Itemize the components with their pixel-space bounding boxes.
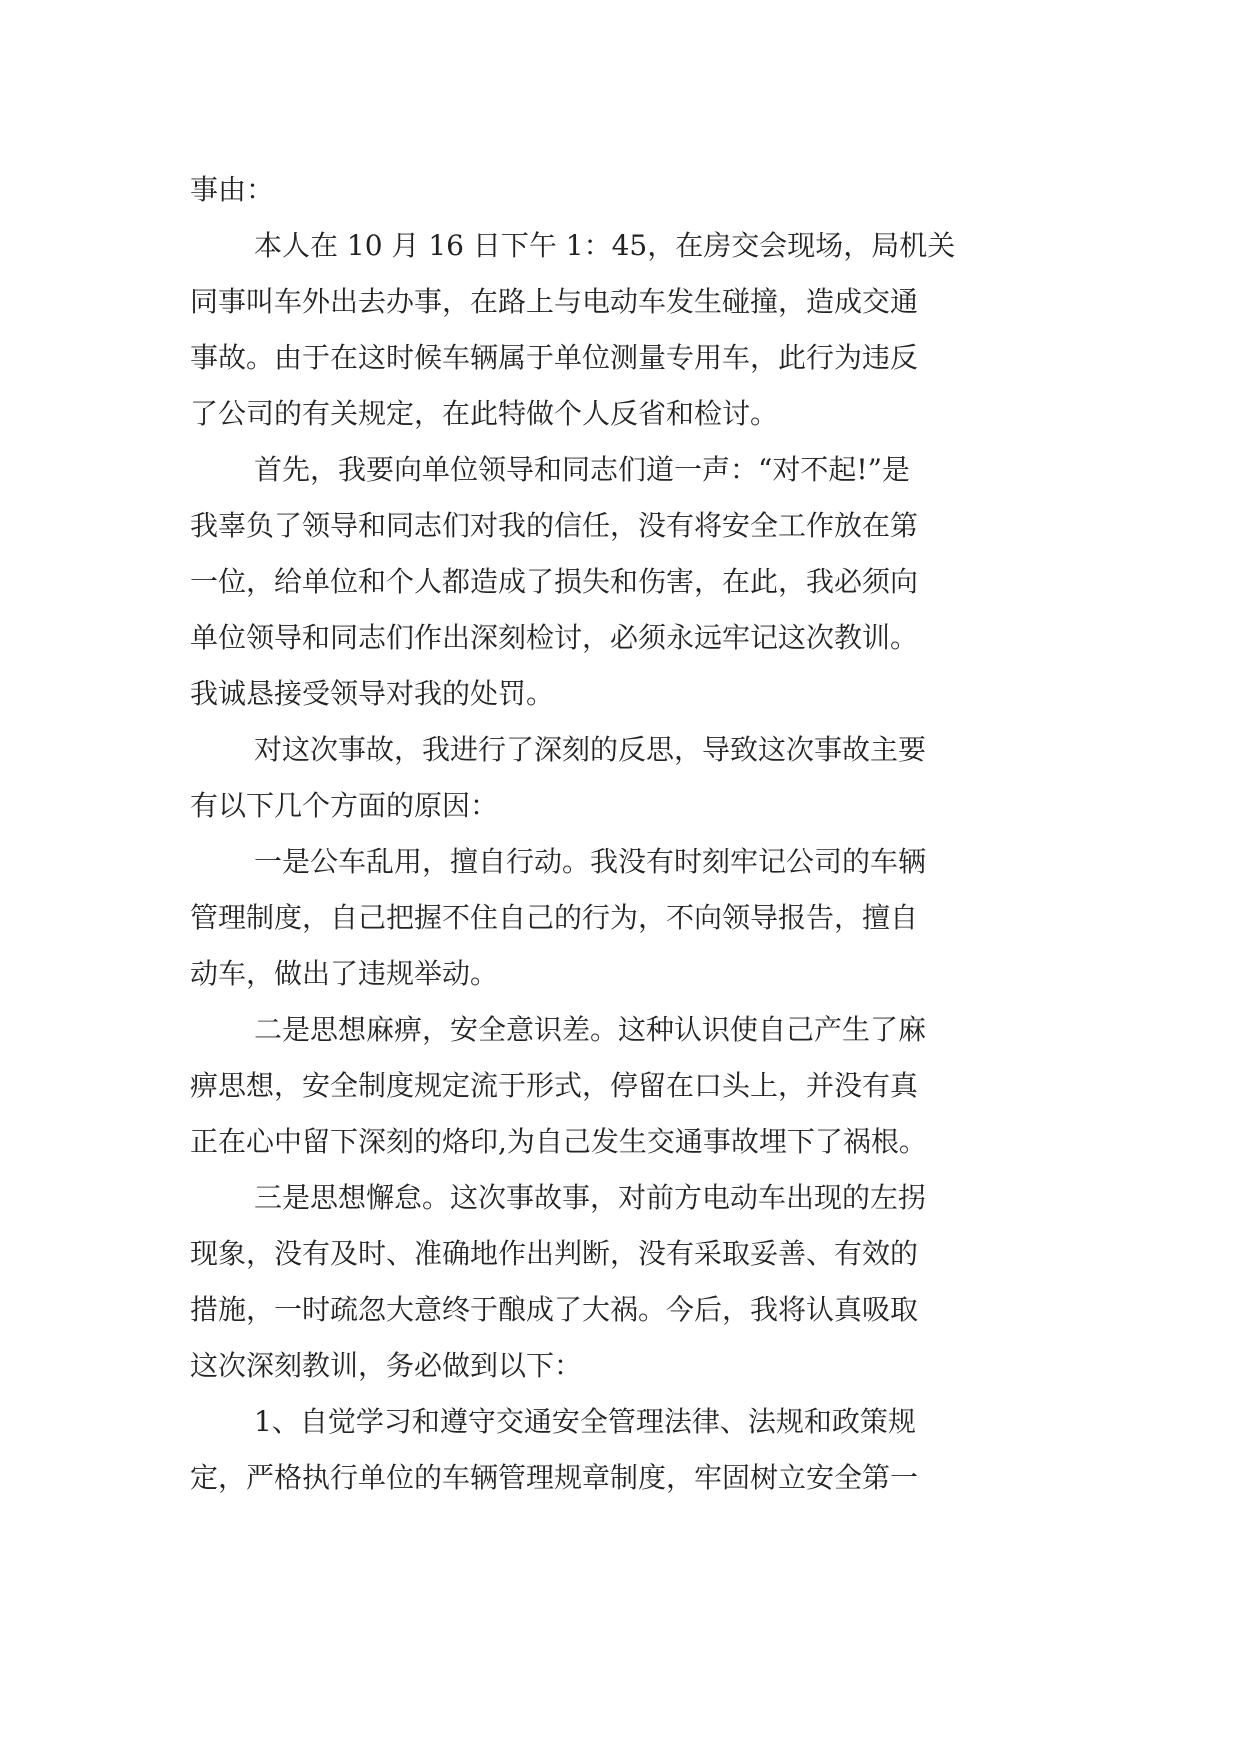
paragraph-line: 首先，我要向单位领导和同志们道一声：“对不起!”是 bbox=[254, 453, 910, 486]
paragraph-line: 对这次事故，我进行了深刻的反思，导致这次事故主要 bbox=[254, 733, 927, 766]
paragraph-line: 我辜负了领导和同志们对我的信任，没有将安全工作放在第 bbox=[190, 509, 919, 542]
paragraph-line: 我诚恳接受领导对我的处罚。 bbox=[190, 677, 555, 710]
paragraph-line: 一是公车乱用，擅自行动。我没有时刻牢记公司的车辆 bbox=[254, 845, 927, 878]
paragraph-line: 动车，做出了违规举动。 bbox=[190, 957, 499, 990]
paragraph-line: 措施，一时疏忽大意终于酿成了大祸。今后，我将认真吸取 bbox=[190, 1293, 919, 1326]
paragraph-line: 一位，给单位和个人都造成了损失和伤害，在此，我必须向 bbox=[190, 565, 919, 598]
document-body bbox=[190, 162, 1060, 1506]
paragraph-commitment-one bbox=[190, 1394, 1060, 1506]
paragraph-line: 本人在 10 月 16 日下午 1：45，在房交会现场，局机关 bbox=[254, 229, 956, 262]
paragraph-line: 了公司的有关规定，在此特做个人反省和检讨。 bbox=[190, 397, 779, 430]
paragraph-reflection bbox=[190, 722, 1060, 834]
paragraph-line: 正在心中留下深刻的烙印,为自己发生交通事故埋下了祸根。 bbox=[190, 1125, 927, 1158]
paragraph-line: 有以下几个方面的原因： bbox=[190, 789, 499, 822]
paragraph-line: 现象，没有及时、准确地作出判断，没有采取妥善、有效的 bbox=[190, 1237, 919, 1270]
paragraph-line: 定，严格执行单位的车辆管理规章制度，牢固树立安全第一 bbox=[190, 1461, 919, 1494]
paragraph-line: 管理制度，自己把握不住自己的行为，不向领导报告，擅自 bbox=[190, 901, 919, 934]
paragraph-line: 事故。由于在这时候车辆属于单位测量专用车，此行为违反 bbox=[190, 341, 919, 374]
section-heading: 事由： bbox=[190, 173, 275, 206]
paragraph-reason-two bbox=[190, 1002, 1060, 1170]
paragraph-line: 二是思想麻痹，安全意识差。这种认识使自己产生了麻 bbox=[254, 1013, 927, 1046]
paragraph-reason-three bbox=[190, 1170, 1060, 1394]
paragraph-line: 单位领导和同志们作出深刻检讨，必须永远牢记这次教训。 bbox=[190, 621, 919, 654]
paragraph-incident bbox=[190, 218, 1060, 442]
paragraph-line: 同事叫车外出去办事，在路上与电动车发生碰撞，造成交通 bbox=[190, 285, 919, 318]
paragraph-line: 这次深刻教训，务必做到以下： bbox=[190, 1349, 583, 1382]
paragraph-apology bbox=[190, 442, 1060, 722]
paragraph-line: 1、自觉学习和遵守交通安全管理法律、法规和政策规 bbox=[254, 1405, 916, 1438]
paragraph-line: 痹思想，安全制度规定流于形式，停留在口头上，并没有真 bbox=[190, 1069, 919, 1102]
paragraph-line: 三是思想懈怠。这次事故事，对前方电动车出现的左拐 bbox=[254, 1181, 927, 1214]
paragraph-reason-one bbox=[190, 834, 1060, 1002]
